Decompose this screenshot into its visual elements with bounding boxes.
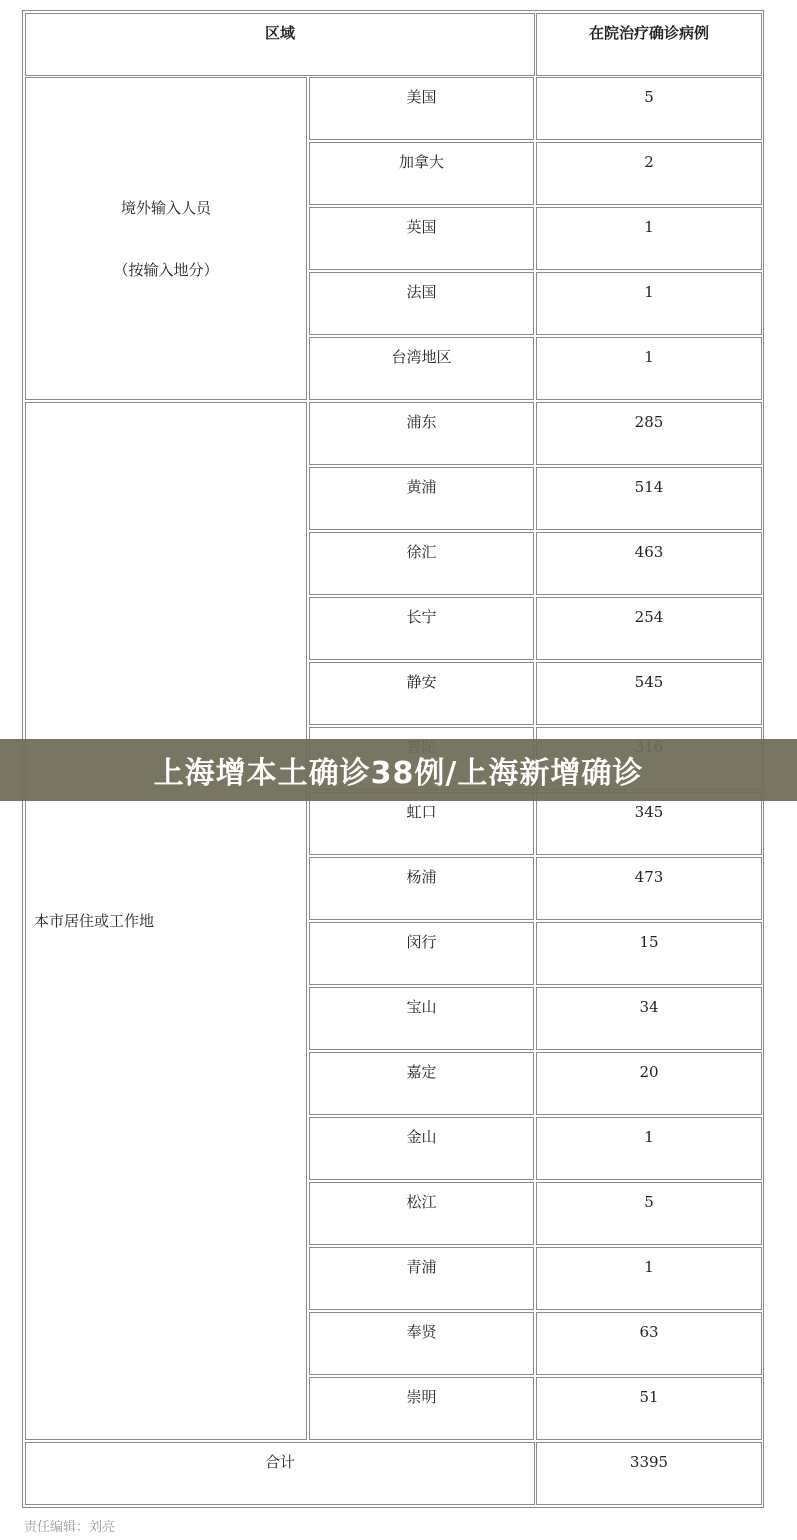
row-region-name: 金山 [309,1117,534,1180]
row-region-name: 崇明 [309,1377,534,1440]
local-label: 本市居住或工作地 [34,912,155,930]
row-case-value: 51 [536,1377,762,1440]
banner-title: 上海增本土确诊38例/上海新增确诊 [153,756,644,791]
header-region: 区域 [25,13,535,76]
row-case-value: 473 [536,857,762,920]
total-value: 3395 [536,1442,762,1505]
row-case-value: 285 [536,402,762,465]
row-case-value: 254 [536,597,762,660]
row-region-name: 台湾地区 [309,337,534,400]
row-region-name: 法国 [309,272,534,335]
overseas-group-label [25,77,307,400]
row-case-value: 15 [536,922,762,985]
row-region-name: 浦东 [309,402,534,465]
row-case-value: 463 [536,532,762,595]
row-case-value: 1 [536,272,762,335]
row-region-name: 英国 [309,207,534,270]
row-region-name: 静安 [309,662,534,725]
row-case-value: 34 [536,987,762,1050]
row-case-value: 345 [536,792,762,855]
label-spacer [26,218,306,260]
row-case-value: 545 [536,662,762,725]
header-cases: 在院治疗确诊病例 [536,13,762,76]
row-region-name: 嘉定 [309,1052,534,1115]
row-region-name: 闵行 [309,922,534,985]
row-case-value: 514 [536,467,762,530]
editor-credit: 责任编辑：刘亮 [24,1520,116,1535]
total-label: 合计 [25,1442,535,1505]
row-region-name: 杨浦 [309,857,534,920]
row-region-name: 黄浦 [309,467,534,530]
row-region-name: 青浦 [309,1247,534,1310]
row-region-name: 美国 [309,77,534,140]
overseas-label-line2: （按输入地分） [113,260,219,279]
row-case-value: 1 [536,337,762,400]
row-region-name: 徐汇 [309,532,534,595]
row-region-name: 长宁 [309,597,534,660]
row-case-value: 20 [536,1052,762,1115]
row-case-value: 63 [536,1312,762,1375]
row-region-name: 加拿大 [309,142,534,205]
row-case-value: 1 [536,1247,762,1310]
row-case-value: 5 [536,1182,762,1245]
row-case-value: 2 [536,142,762,205]
title-banner [0,739,797,801]
overseas-label-line1: 境外输入人员 [120,198,211,217]
row-case-value: 1 [536,1117,762,1180]
row-region-name: 宝山 [309,987,534,1050]
row-case-value: 5 [536,77,762,140]
row-case-value: 1 [536,207,762,270]
row-region-name: 虹口 [309,792,534,855]
local-group-label [25,402,307,1440]
row-region-name: 松江 [309,1182,534,1245]
row-region-name: 奉贤 [309,1312,534,1375]
